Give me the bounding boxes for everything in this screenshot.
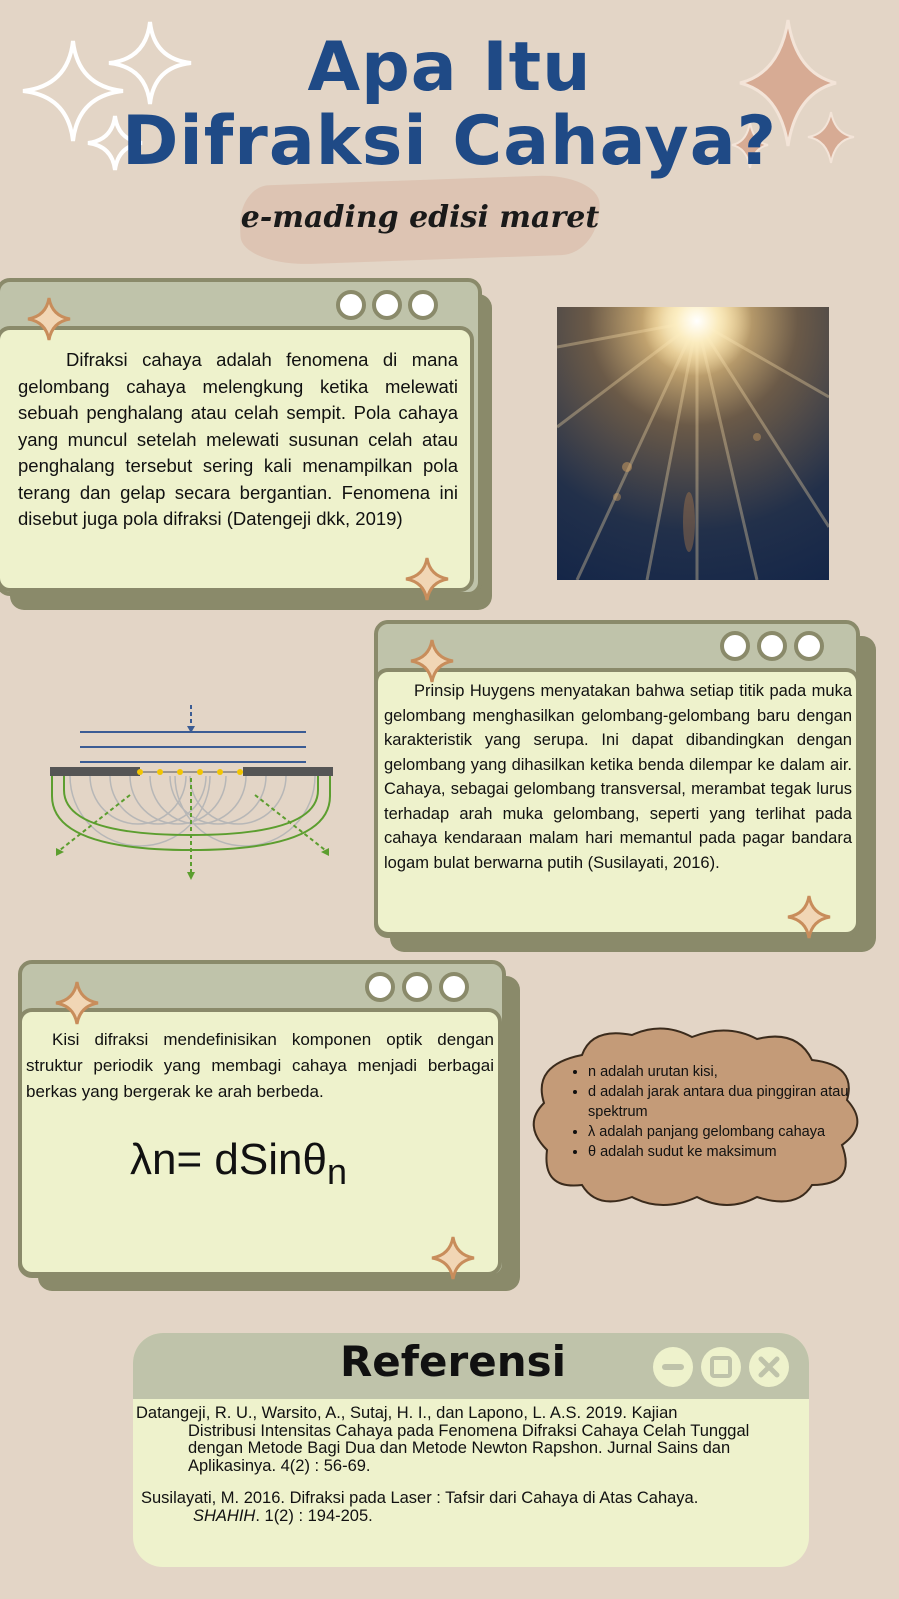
reference-1-first-line: Datangeji, R. U., Warsito, A., Sutaj, H. I., dan Lapono, L. A.S. 2019. Kajian [136, 1404, 678, 1422]
card2-window-dot-2 [757, 631, 787, 661]
close-button[interactable] [749, 1347, 789, 1387]
reference-1 [136, 1405, 796, 1475]
legend-item: • d adalah jarak antara dua pinggiran atau spektrum [588, 1082, 878, 1122]
card3-sparkle-icon-top [54, 980, 100, 1026]
maximize-button[interactable] [701, 1347, 741, 1387]
legend-item: • λ adalah panjang gelombang cahaya [588, 1122, 878, 1142]
references-title: Referensi [339, 1337, 567, 1386]
card2-window-dot-1 [720, 631, 750, 661]
reference-2-journal: SHAHIH [193, 1506, 256, 1525]
card3-sparkle-icon-bottom [430, 1235, 476, 1281]
card2-sparkle-icon-bottom [786, 894, 832, 940]
legend-item: • θ adalah sudut ke maksimum [588, 1142, 878, 1162]
card2-text: Prinsip Huygens menyatakan bahwa setiap titik pada muka gelombang menghasilkan gelombang-gelombang baru dengan karakteristik yang serupa. Ini dapat dibandingkan dengan gelombang yang dihasilkan ketika benda dilempar ke dalam air. Cahaya, sebagai gelombang transversal, merambat tegak lurus terhadap arah muka gelombang, seperti yang terlihat pada cahaya kendaraan malam hari memantul pada pagar bandara logam bulat berwarna putih (Susilayati, 2016). [384, 682, 852, 872]
maximize-icon [701, 1347, 741, 1387]
sunlight-photo [557, 307, 829, 580]
reference-1-continuation: Distribusi Intensitas Cahaya pada Fenomena Difraksi Cahaya Celah Tunggal dengan Metode Bagi Dua dan Metode Newton Rapshon. Jurnal Sains dan Aplikasinya. 4(2) : 56-69. [188, 1421, 750, 1475]
references-window [133, 1333, 809, 1567]
card3-window-dot-2 [402, 972, 432, 1002]
legend-list [568, 1062, 878, 1162]
card3-window-dot-1 [365, 972, 395, 1002]
formula-subscript: n [326, 1150, 347, 1192]
page-title-line2: Difraksi Cahaya? [121, 102, 778, 181]
page-title-line1: Apa Itu [307, 28, 592, 107]
reference-2-details: . 1(2) : 194-205. [255, 1506, 373, 1525]
minimize-button[interactable] [653, 1347, 693, 1387]
card2-window-dot-3 [794, 631, 824, 661]
formula-main: λn= dSinθ [130, 1135, 327, 1184]
card1-window-dot-3 [408, 290, 438, 320]
card1-sparkle-icon-top [26, 296, 72, 342]
legend-item: • n adalah urutan kisi, [588, 1062, 878, 1082]
reference-2 [141, 1490, 796, 1525]
card3-text: Kisi difraksi mendefinisikan komponen optik dengan struktur periodik yang membagi cahaya menjadi berbagai berkas yang bergerak ke arah berbeda. [26, 1030, 494, 1101]
close-icon [749, 1347, 789, 1387]
card1-window-dot-1 [336, 290, 366, 320]
reference-2-first-line: Susilayati, M. 2016. Difraksi pada Laser : Tafsir dari Cahaya di Atas Cahaya. [141, 1489, 699, 1507]
huygens-diagram [50, 700, 340, 885]
minimize-icon [653, 1347, 693, 1387]
card1-sparkle-icon-bottom [404, 556, 450, 602]
card2-sparkle-icon-top [409, 638, 455, 684]
card1-text: Difraksi cahaya adalah fenomena di mana gelombang cahaya melengkung ketika melewati sebuah penghalang atau celah sempit. Pola cahaya yang muncul setelah melewati susunan celah atau penghalang tersebut sering kali menampilkan pola terang dan gelap secara bergantian. Fenomena ini disebut juga pola difraksi (Datengeji dkk, 2019) [18, 349, 458, 529]
card1-window-dot-2 [372, 290, 402, 320]
reference-2-continuation [141, 1508, 796, 1526]
card3-window-dot-3 [439, 972, 469, 1002]
diffraction-formula [130, 1135, 347, 1193]
subtitle: e-mading edisi maret [240, 200, 600, 235]
